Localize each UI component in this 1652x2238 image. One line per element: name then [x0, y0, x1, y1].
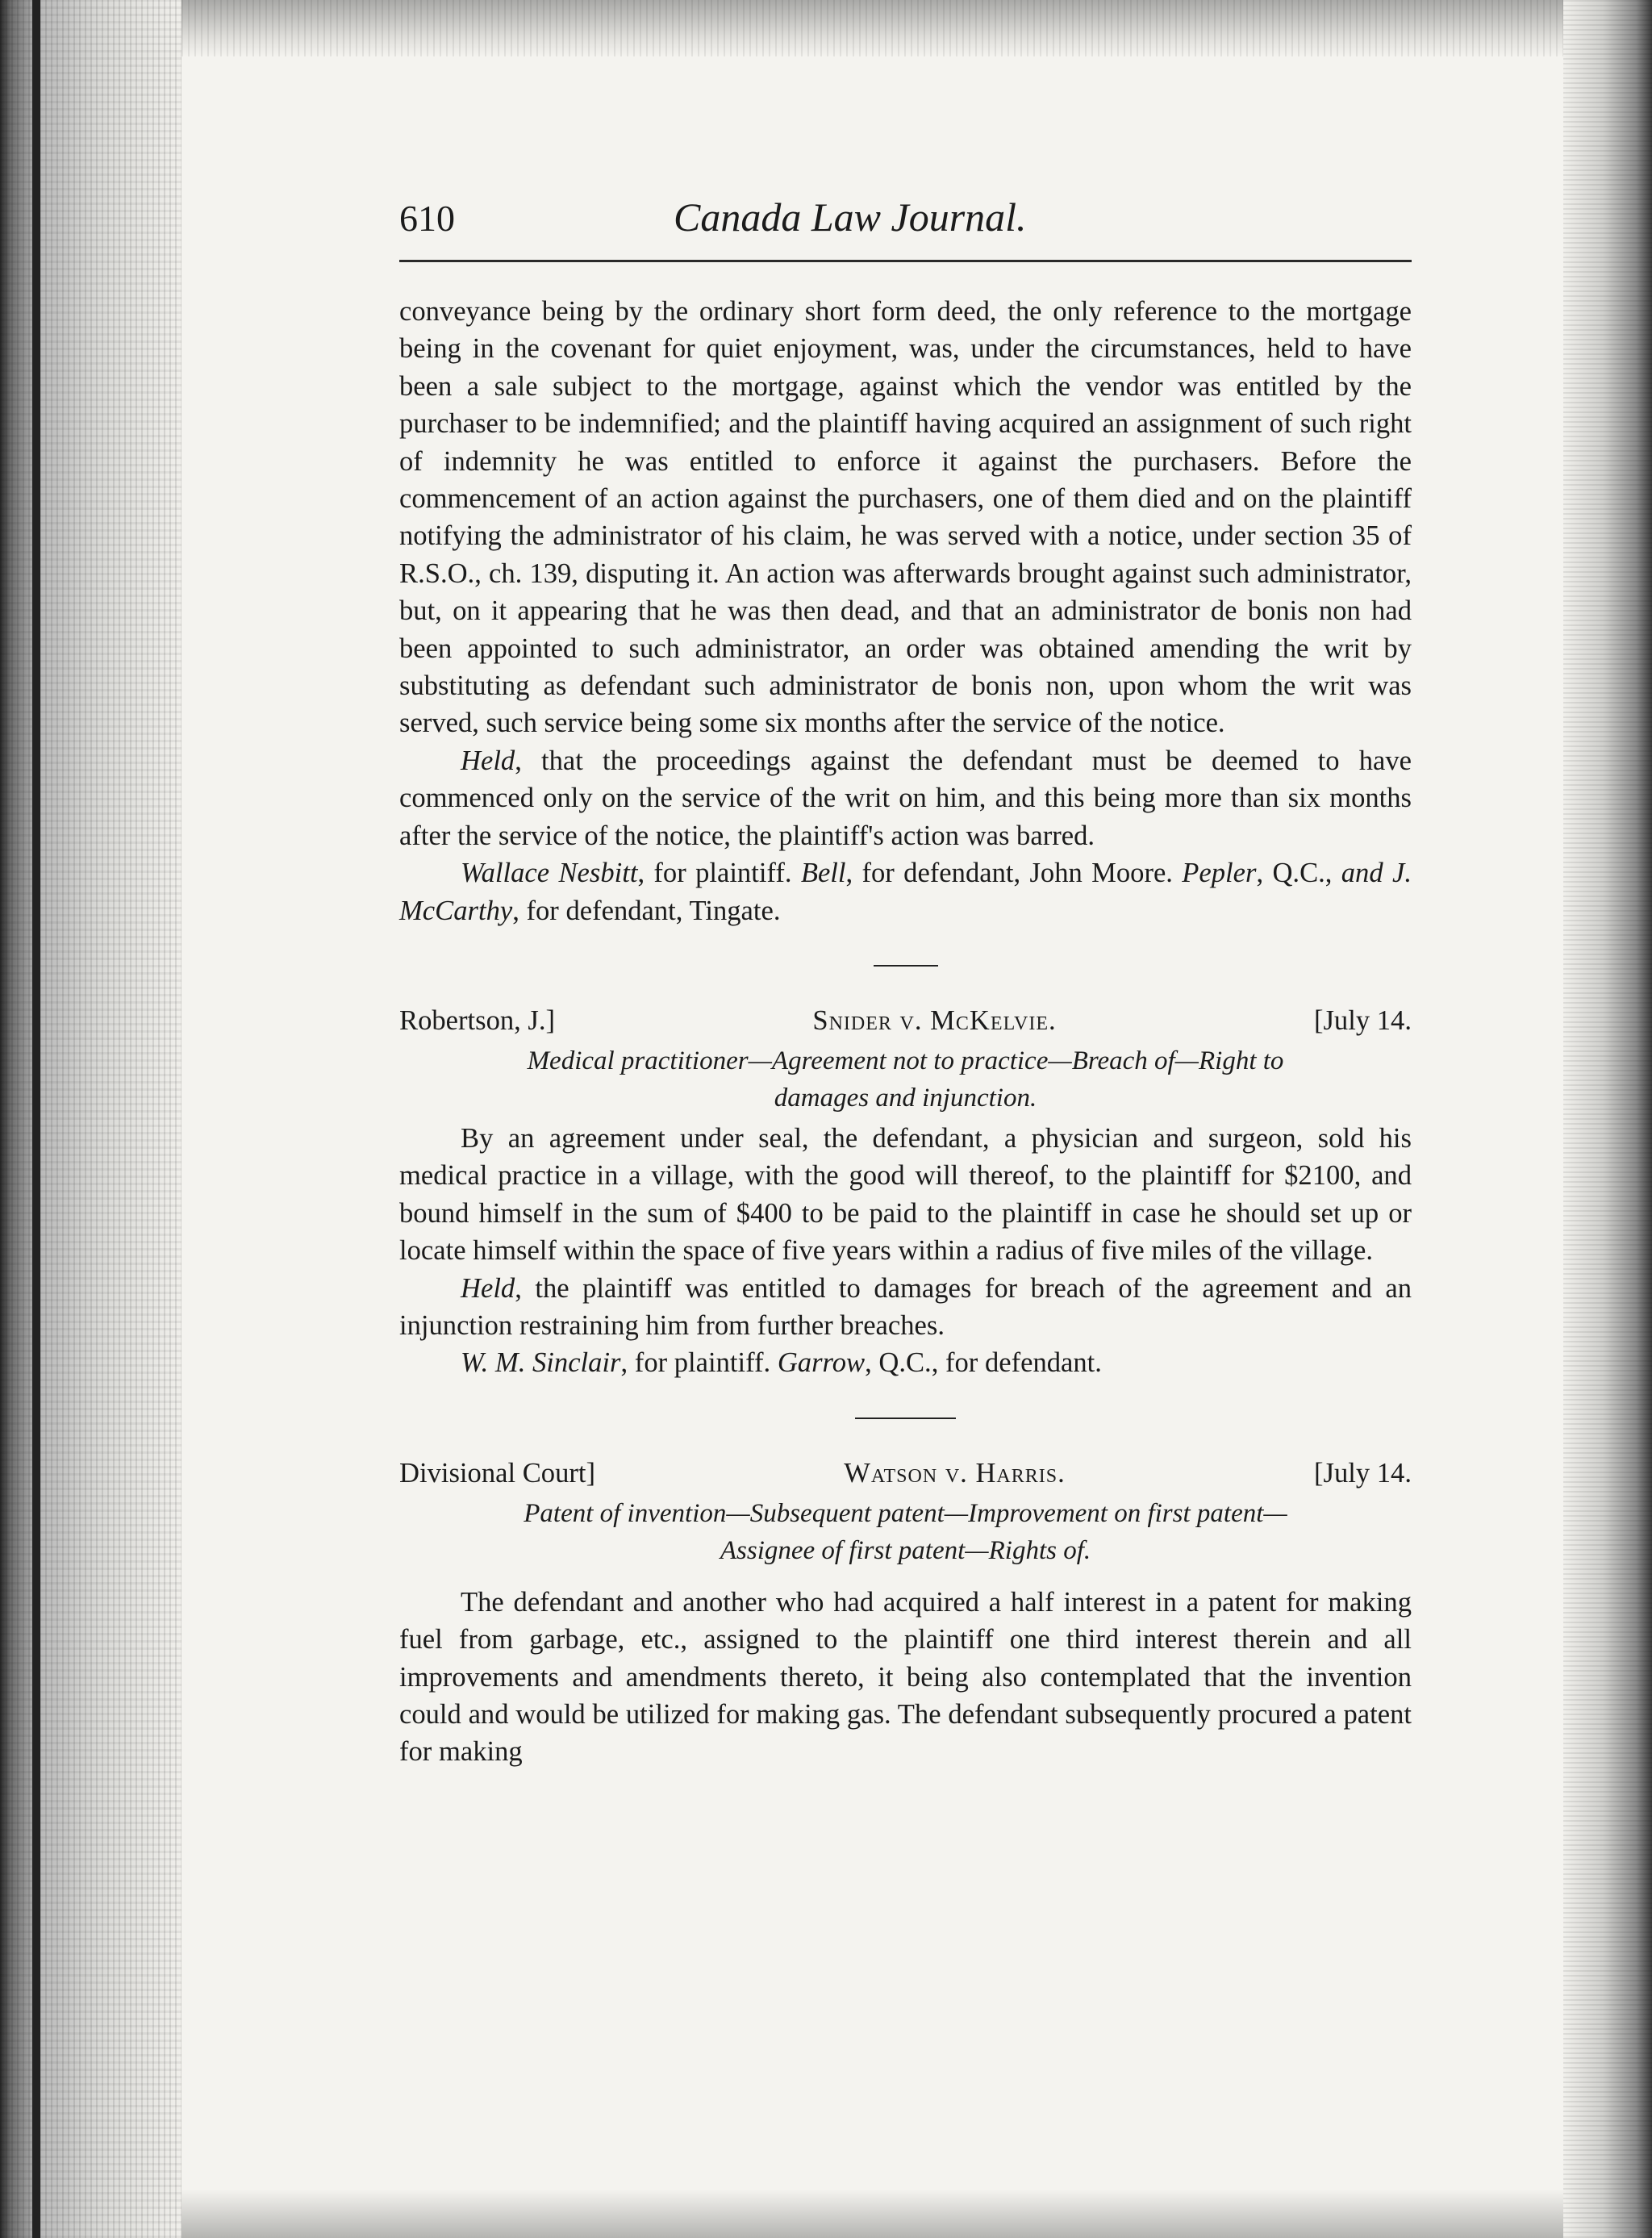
page-body	[399, 293, 1412, 1771]
counsel-role: , for defendant, Tingate.	[512, 895, 781, 926]
case-date: [July 14.	[1313, 1457, 1412, 1489]
scan-edge-top	[181, 0, 1563, 56]
counsel-paragraph	[399, 1344, 1412, 1381]
case-paragraph: The defendant and another who had acquired a half interest in a patent for making fuel from garbage, etc., assigned to the plaintiff one third interest therein and all improvements and amendments thereto, it being also contemplated that the invention could and would be utilized for making gas. The defendant subsequently procured a patent for making	[399, 1586, 1412, 1768]
counsel-role: , for plaintiff.	[637, 858, 801, 889]
case-heading	[399, 1002, 1412, 1039]
counsel-role: , for plaintiff.	[620, 1347, 778, 1379]
held-paragraph	[399, 742, 1412, 854]
running-header	[399, 194, 1412, 262]
counsel-role: , Q.C.,	[1256, 858, 1341, 889]
case-subject-line: Patent of invention—Subsequent patent—Improvement on first patent—	[524, 1498, 1287, 1528]
case-subject	[399, 1042, 1412, 1117]
scan-edge-bottom	[181, 2190, 1563, 2238]
counsel-name: and J. McCarthy	[399, 858, 1412, 926]
held-text: , that the proceedings against the defendant must be deemed to have commenced only on the service of the writ on him, and this being more than six months after the service of the notice, the plaintiff's action was barred.	[399, 745, 1412, 851]
page-number: 610	[399, 198, 455, 239]
page-edge-right	[1563, 0, 1652, 2238]
section-divider	[874, 965, 938, 967]
case-title: Watson v. Harris.	[844, 1457, 1066, 1489]
case-date: [July 14.	[1313, 1004, 1412, 1036]
counsel-name: Pepler	[1182, 858, 1257, 889]
held-label: Held	[461, 745, 515, 776]
held-label: Held	[461, 1272, 515, 1304]
case-subject-line: Medical practitioner—Agreement not to practice—Breach of—Right to	[527, 1046, 1284, 1075]
case-subject-line: Assignee of first patent—Rights of.	[720, 1535, 1091, 1565]
case-subject-line: damages and injunction.	[774, 1083, 1037, 1113]
continued-paragraph: conveyance being by the ordinary short form deed, the only reference to the mortgage being in the covenant for quiet enjoyment, was, under the circumstances, held to have been a sale subject to the mortgage, against which the vendor was entitled by the purchaser to be indemnified; and the plaintiff having acquired an assignment of such right of indemnity he was entitled to enforce it against the purchasers. Before the commencement of an action against the purchasers, one of them died and on the plaintiff notifying the administrator of his claim, he was served with a notice, under section 35 of R.S.O., ch. 139, disputing it. An action was afterwards brought against such administrator, but, on it appearing that he was then dead, and that an administrator de bonis non had been appointed to such administrator, an order was obtained amending the writ by substituting as defendant such administrator de bonis non, upon whom the writ was served, such service being some six months after the service of the notice.	[399, 296, 1412, 739]
journal-page	[399, 194, 1412, 1771]
counsel-role: , Q.C., for defendant.	[865, 1347, 1102, 1379]
book-gutter	[0, 0, 181, 2238]
held-paragraph	[399, 1270, 1412, 1345]
journal-title: Canada Law Journal.	[674, 194, 1027, 240]
counsel-name: Garrow	[777, 1347, 866, 1379]
case-title: Snider v. McKelvie.	[812, 1004, 1057, 1036]
section-divider	[855, 1418, 956, 1419]
case-court: Divisional Court]	[399, 1457, 595, 1489]
case-judge: Robertson, J.]	[399, 1004, 556, 1036]
counsel-name: W. M. Sinclair	[461, 1347, 621, 1379]
held-text: , the plaintiff was entitled to damages for breach of the agreement and an injunction restraining him from further breaches.	[399, 1272, 1412, 1341]
counsel-name: Wallace Nesbitt	[461, 858, 638, 889]
counsel-name: Bell	[800, 858, 846, 889]
counsel-role: , for defendant, John Moore.	[845, 858, 1183, 889]
counsel-paragraph	[399, 854, 1412, 929]
case-heading	[399, 1455, 1412, 1492]
case-paragraph: By an agreement under seal, the defendant, a physician and surgeon, sold his medical practice in a village, with the good will thereof, to the plaintiff for $2100, and bound himself in the sum of $400 to be paid to the plaintiff in case he should set up or locate himself within the space of five years within a radius of five miles of the village.	[399, 1122, 1412, 1267]
case-subject	[399, 1495, 1412, 1569]
